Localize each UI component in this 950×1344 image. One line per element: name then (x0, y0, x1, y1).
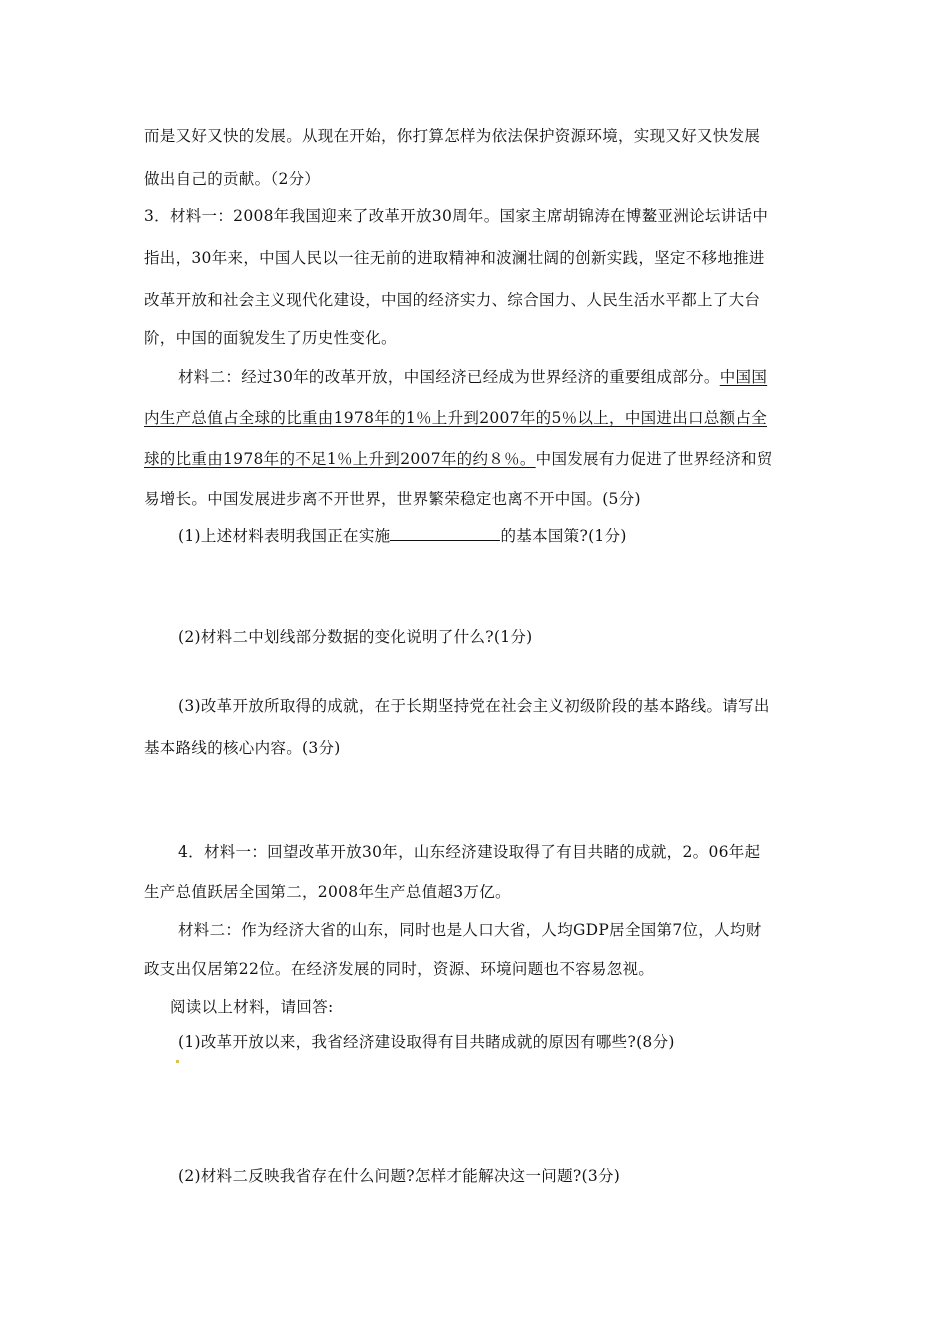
q3-material2-text: 材料二：经过30年的改革开放，中国经济已经成为世界经济的重要组成部分。 (178, 368, 720, 386)
q4-read-instruction: 阅读以上材料，请回答: (170, 998, 334, 1016)
q3-material1-line-2: 指出，30年来，中国人民以一往无前的进取精神和波澜壮阔的创新实践，坚定不移地推进 (144, 249, 765, 267)
q3-subquestion-2: (2)材料二中划线部分数据的变化说明了什么?(1分) (178, 628, 533, 646)
answer-blank[interactable] (390, 526, 500, 541)
stray-mark (176, 1060, 179, 1063)
q2-tail-line-1: 而是又好又快的发展。从现在开始，你打算怎样为依法保护资源环境，实现又好又快发展 (144, 127, 761, 145)
q4-subquestion-2: (2)材料二反映我省存在什么问题?怎样才能解决这一问题?(3分) (178, 1167, 621, 1185)
q4-subquestion-1: (1)改革开放以来，我省经济建设取得有目共睹成就的原因有哪些?(8分) (178, 1033, 675, 1051)
q2-tail-line-2: 做出自己的贡献。（2分） (144, 170, 321, 188)
q3-material1-line-3: 改革开放和社会主义现代化建设，中国的经济实力、综合国力、人民生活水平都上了大台 (144, 291, 761, 309)
q3-subquestion-3-line-2: 基本路线的核心内容。(3分) (144, 739, 341, 757)
underlined-data-start: 中国国 (719, 368, 768, 386)
q4-material1-line-2: 生产总值跃居全国第二，2008年生产总值超3万亿。 (144, 883, 511, 901)
q3-material2-line-4: 易增长。中国发展进步离不开世界，世界繁荣稳定也离不开中国。(5分) (144, 490, 641, 508)
q3-sub1-suffix: 的基本国策?(1分) (500, 527, 627, 545)
q3-subquestion-1 (178, 526, 627, 546)
q4-material1-line-1: 4．材料一：回望改革开放30年，山东经济建设取得了有目共睹的成就，2。06年起 (178, 843, 761, 861)
underlined-data-end: 球的比重由1978年的不足1％上升到2007年的约８％。 (144, 450, 536, 468)
q3-material2-line-1 (178, 367, 767, 387)
q3-material1-line-1: 3．材料一：2008年我国迎来了改革开放30周年。国家主席胡锦涛在博鳌亚洲论坛讲话中 (144, 207, 769, 225)
q3-material2-continuation: 中国发展有力促进了世界经济和贸 (535, 450, 773, 468)
q3-material1-line-4: 阶，中国的面貌发生了历史性变化。 (144, 329, 397, 347)
q4-material2-line-1: 材料二：作为经济大省的山东，同时也是人口大省，人均GDP居全国第7位，人均财 (178, 921, 762, 939)
underlined-data-line-2: 内生产总值占全球的比重由1978年的1％上升到2007年的5％以上，中国进出口总额占全 (144, 409, 768, 427)
q3-sub1-prefix: (1)上述材料表明我国正在实施 (178, 527, 391, 545)
q3-subquestion-3-line-1: (3)改革开放所取得的成就，在于长期坚持党在社会主义初级阶段的基本路线。请写出 (178, 697, 770, 715)
q4-material2-line-2: 政支出仅居第22位。在经济发展的同时，资源、环境问题也不容易忽视。 (144, 960, 655, 978)
q3-material2-line-3 (144, 449, 773, 469)
